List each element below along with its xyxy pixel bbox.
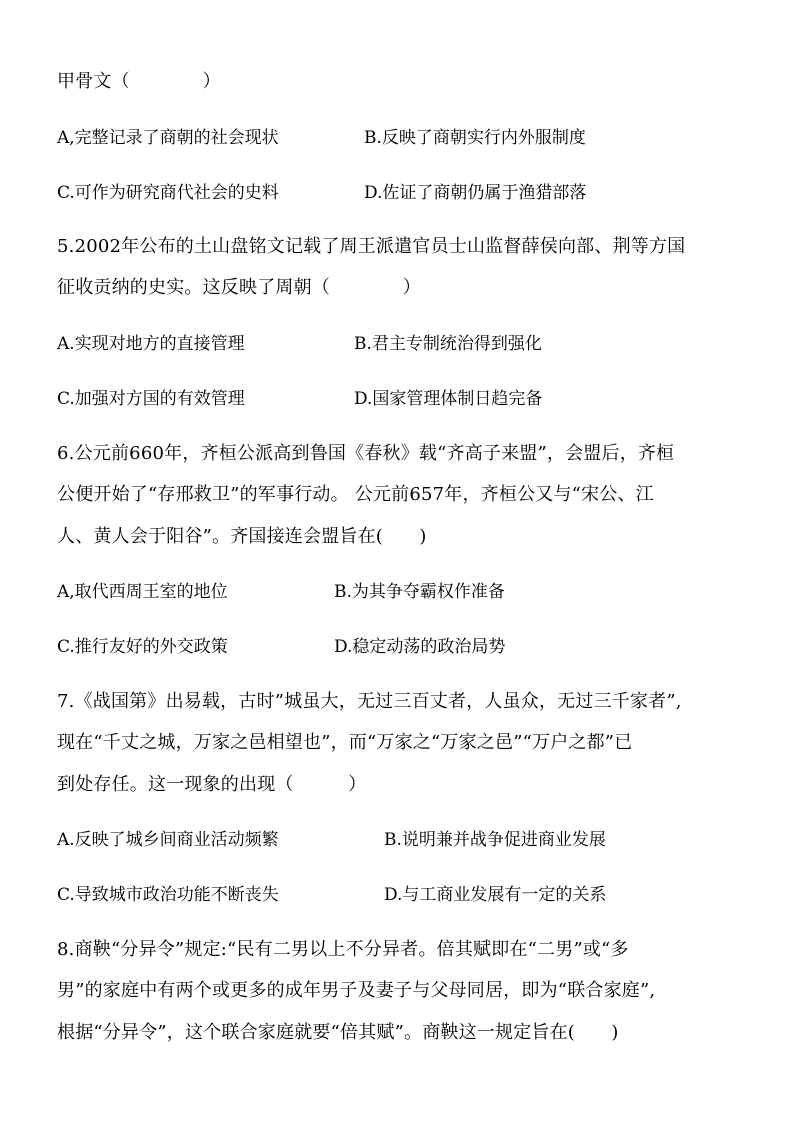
- question-7-stem-line-3: 到处存任。这一现象的出现（ ）: [57, 774, 367, 795]
- question-7-stem-line-1: 7.《战国第》出易载，古时”城虽大，无过三百丈者，人虽众，无过三千家者”,: [57, 691, 682, 712]
- question-7-option-d: D.与工商业发展有一定的关系: [384, 885, 607, 905]
- question-7-option-a: A.反映了城乡间商业活动频繁: [57, 830, 279, 850]
- question-7-stem-line-2: 现在“千丈之城，万家之邑相望也”，而“万家之“万家之邑”“万户之都”已: [57, 732, 633, 753]
- question-5-option-d: D.国家管理体制日趋完备: [354, 389, 543, 409]
- question-7-option-b: B.说明兼并战争促进商业发展: [384, 830, 606, 850]
- question-6-option-c: C.推行友好的外交政策: [57, 637, 228, 657]
- question-4-option-c: C.可作为研究商代社会的史料: [57, 183, 279, 203]
- question-6-option-d: D.稳定动荡的政治局势: [334, 637, 506, 657]
- question-6-option-a: A,取代西周王室的地位: [57, 582, 228, 602]
- question-5-stem-line-1: 5.2002年公布的土山盘铭文记载了周王派遣官员士山监督薛侯向部、荆等方国: [57, 236, 686, 257]
- question-6-stem-line-1: 6.公元前660年，齐桓公派高到鲁国《春秋》载“齐高子来盟”，会盟后，齐桓: [57, 443, 675, 464]
- question-4-stem-end: 甲骨文（ ）: [57, 71, 221, 92]
- question-5-option-a: A.实现对地方的直接管理: [57, 334, 245, 354]
- question-8-stem-line-2: 男”的家庭中有两个或更多的成年男子及妻子与父母同居，即为“联合家庭”,: [57, 980, 656, 1001]
- question-7-option-c: C.导致城市政治功能不断丧失: [57, 885, 279, 905]
- question-4-option-b: B.反映了商朝实行内外服制度: [364, 128, 586, 148]
- question-5-option-c: C.加强对方国的有效管理: [57, 389, 245, 409]
- question-8-stem-line-3: 根据“分异令”，这个联合家庭就要“倍其赋”。商鞅这一规定旨在( ): [57, 1022, 619, 1043]
- question-4-option-a: A,完整记录了商朝的社会现状: [57, 128, 279, 148]
- question-5-option-b: B.君主专制统治得到强化: [354, 334, 542, 354]
- question-8-stem-line-1: 8.商鞅“分异令”规定:“民有二男以上不分异者。倍其赋即在“二男”或“多: [57, 939, 629, 960]
- question-6-option-b: B.为其争夺霸权作准备: [334, 582, 505, 602]
- question-6-stem-line-2: 公便开始了“存邢救卫”的军事行动。 公元前657年，齐桓公又与“宋公、江: [57, 484, 654, 505]
- question-4-option-d: D.佐证了商朝仍属于渔猎部落: [364, 183, 587, 203]
- question-5-stem-line-2: 征收贡纳的史实。这反映了周朝（ ）: [57, 277, 421, 298]
- question-6-stem-line-3: 人、黄人会于阳谷”。齐国接连会盟旨在( ): [57, 526, 427, 547]
